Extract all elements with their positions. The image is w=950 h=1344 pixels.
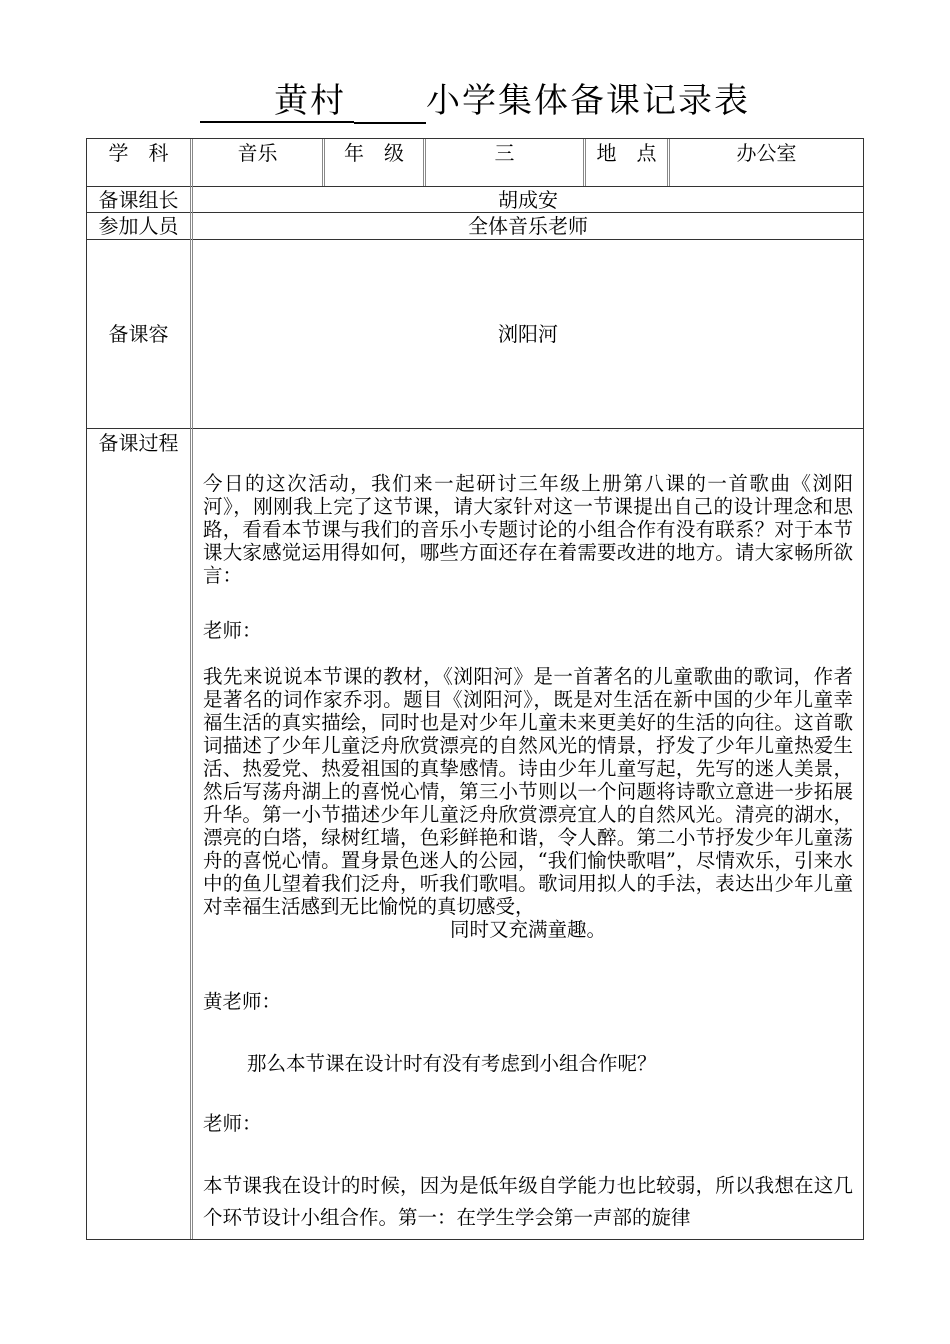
content-value: 浏阳河 <box>498 322 558 346</box>
process-intro <box>203 472 853 587</box>
paragraph-1-end: 同时又充满童趣。 <box>449 918 606 941</box>
subject-value: 音乐 <box>237 141 278 165</box>
speaker-label: 老师： <box>203 1112 262 1135</box>
grade-value: 三 <box>494 141 515 165</box>
place-value: 办公室 <box>736 141 797 165</box>
process-label: 备课过程 <box>98 431 179 455</box>
title-underline-blank <box>354 82 426 124</box>
title-suffix: 小学集体备课记录表 <box>426 81 750 121</box>
question-text: 那么本节课在设计时有没有考虑到小组合作呢？ <box>247 1052 657 1075</box>
page-title <box>0 78 950 124</box>
place-label: 地 点 <box>596 141 657 165</box>
subject-label: 学 科 <box>108 141 169 165</box>
title-school-blank <box>200 81 354 123</box>
leader-label: 备课组长 <box>98 188 179 212</box>
participants-value: 全体音乐老师 <box>468 214 588 238</box>
process-paragraph-2 <box>203 1170 853 1234</box>
participants-label: 参加人员 <box>98 214 179 238</box>
process-paragraph-1 <box>203 665 853 941</box>
paragraph-2-text: 本节课我在设计的时候，因为是低年级自学能力也比较弱，所以我想在这几个环节设计小组合作。第一：在学生学会第一声部的旋律 <box>203 1174 853 1229</box>
speaker-label: 老师： <box>203 619 262 642</box>
speaker-label: 黄老师： <box>203 990 282 1013</box>
paragraph-1-text: 我先来说说本节课的教材，《浏阳河》是一首著名的儿童歌曲的歌词，作者是著名的词作家乔羽。题目《浏阳河》，既是对生活在新中国的少年儿童幸福生活的真实描绘，同时也是对少年儿童未来更美好的生活的向往。这首歌词描述了少年儿童泛舟欣赏漂亮的自然风光的情景，抒发了少年儿童热爱生活、热爱党、热爱祖国的真挚感情。诗由少年儿童写起，先写的迷人美景，然后写荡舟湖上的喜悦心情，第三小节则以一个问题将诗歌立意进一步拓展升华。第一小节描述少年儿童泛舟欣赏漂亮宜人的自然风光。清亮的湖水，漂亮的白塔，绿树红墙，色彩鲜艳和谐，令人醉。第二小节抒发少年儿童荡舟的喜悦心情。置身景色迷人的公园，“我们愉快歌唱”，尽情欢乐，引来水中的鱼儿望着我们泛舟，听我们歌唱。歌词用拟人的手法，表达出少年儿童对幸福生活感到无比愉悦的真切感受， <box>203 665 853 918</box>
grade-label: 年 级 <box>344 141 404 165</box>
title-school: 黄村 <box>274 81 346 121</box>
row-divider <box>86 239 864 240</box>
row-divider <box>86 428 864 429</box>
leader-value: 胡成安 <box>498 188 558 212</box>
intro-paragraph: 今日的这次活动，我们来一起研讨三年级上册第八课的一首歌曲《浏阳河》，刚刚我上完了这节课，请大家针对这一节课提出自己的设计理念和思路，看看本节课与我们的音乐小专题讨论的小组合作有没有联系？对于本节课大家感觉运用得如何，哪些方面还存在着需要改进的地方。请大家畅所欲言： <box>203 472 853 587</box>
column-divider <box>190 139 193 1239</box>
content-label: 备课容 <box>108 322 169 346</box>
